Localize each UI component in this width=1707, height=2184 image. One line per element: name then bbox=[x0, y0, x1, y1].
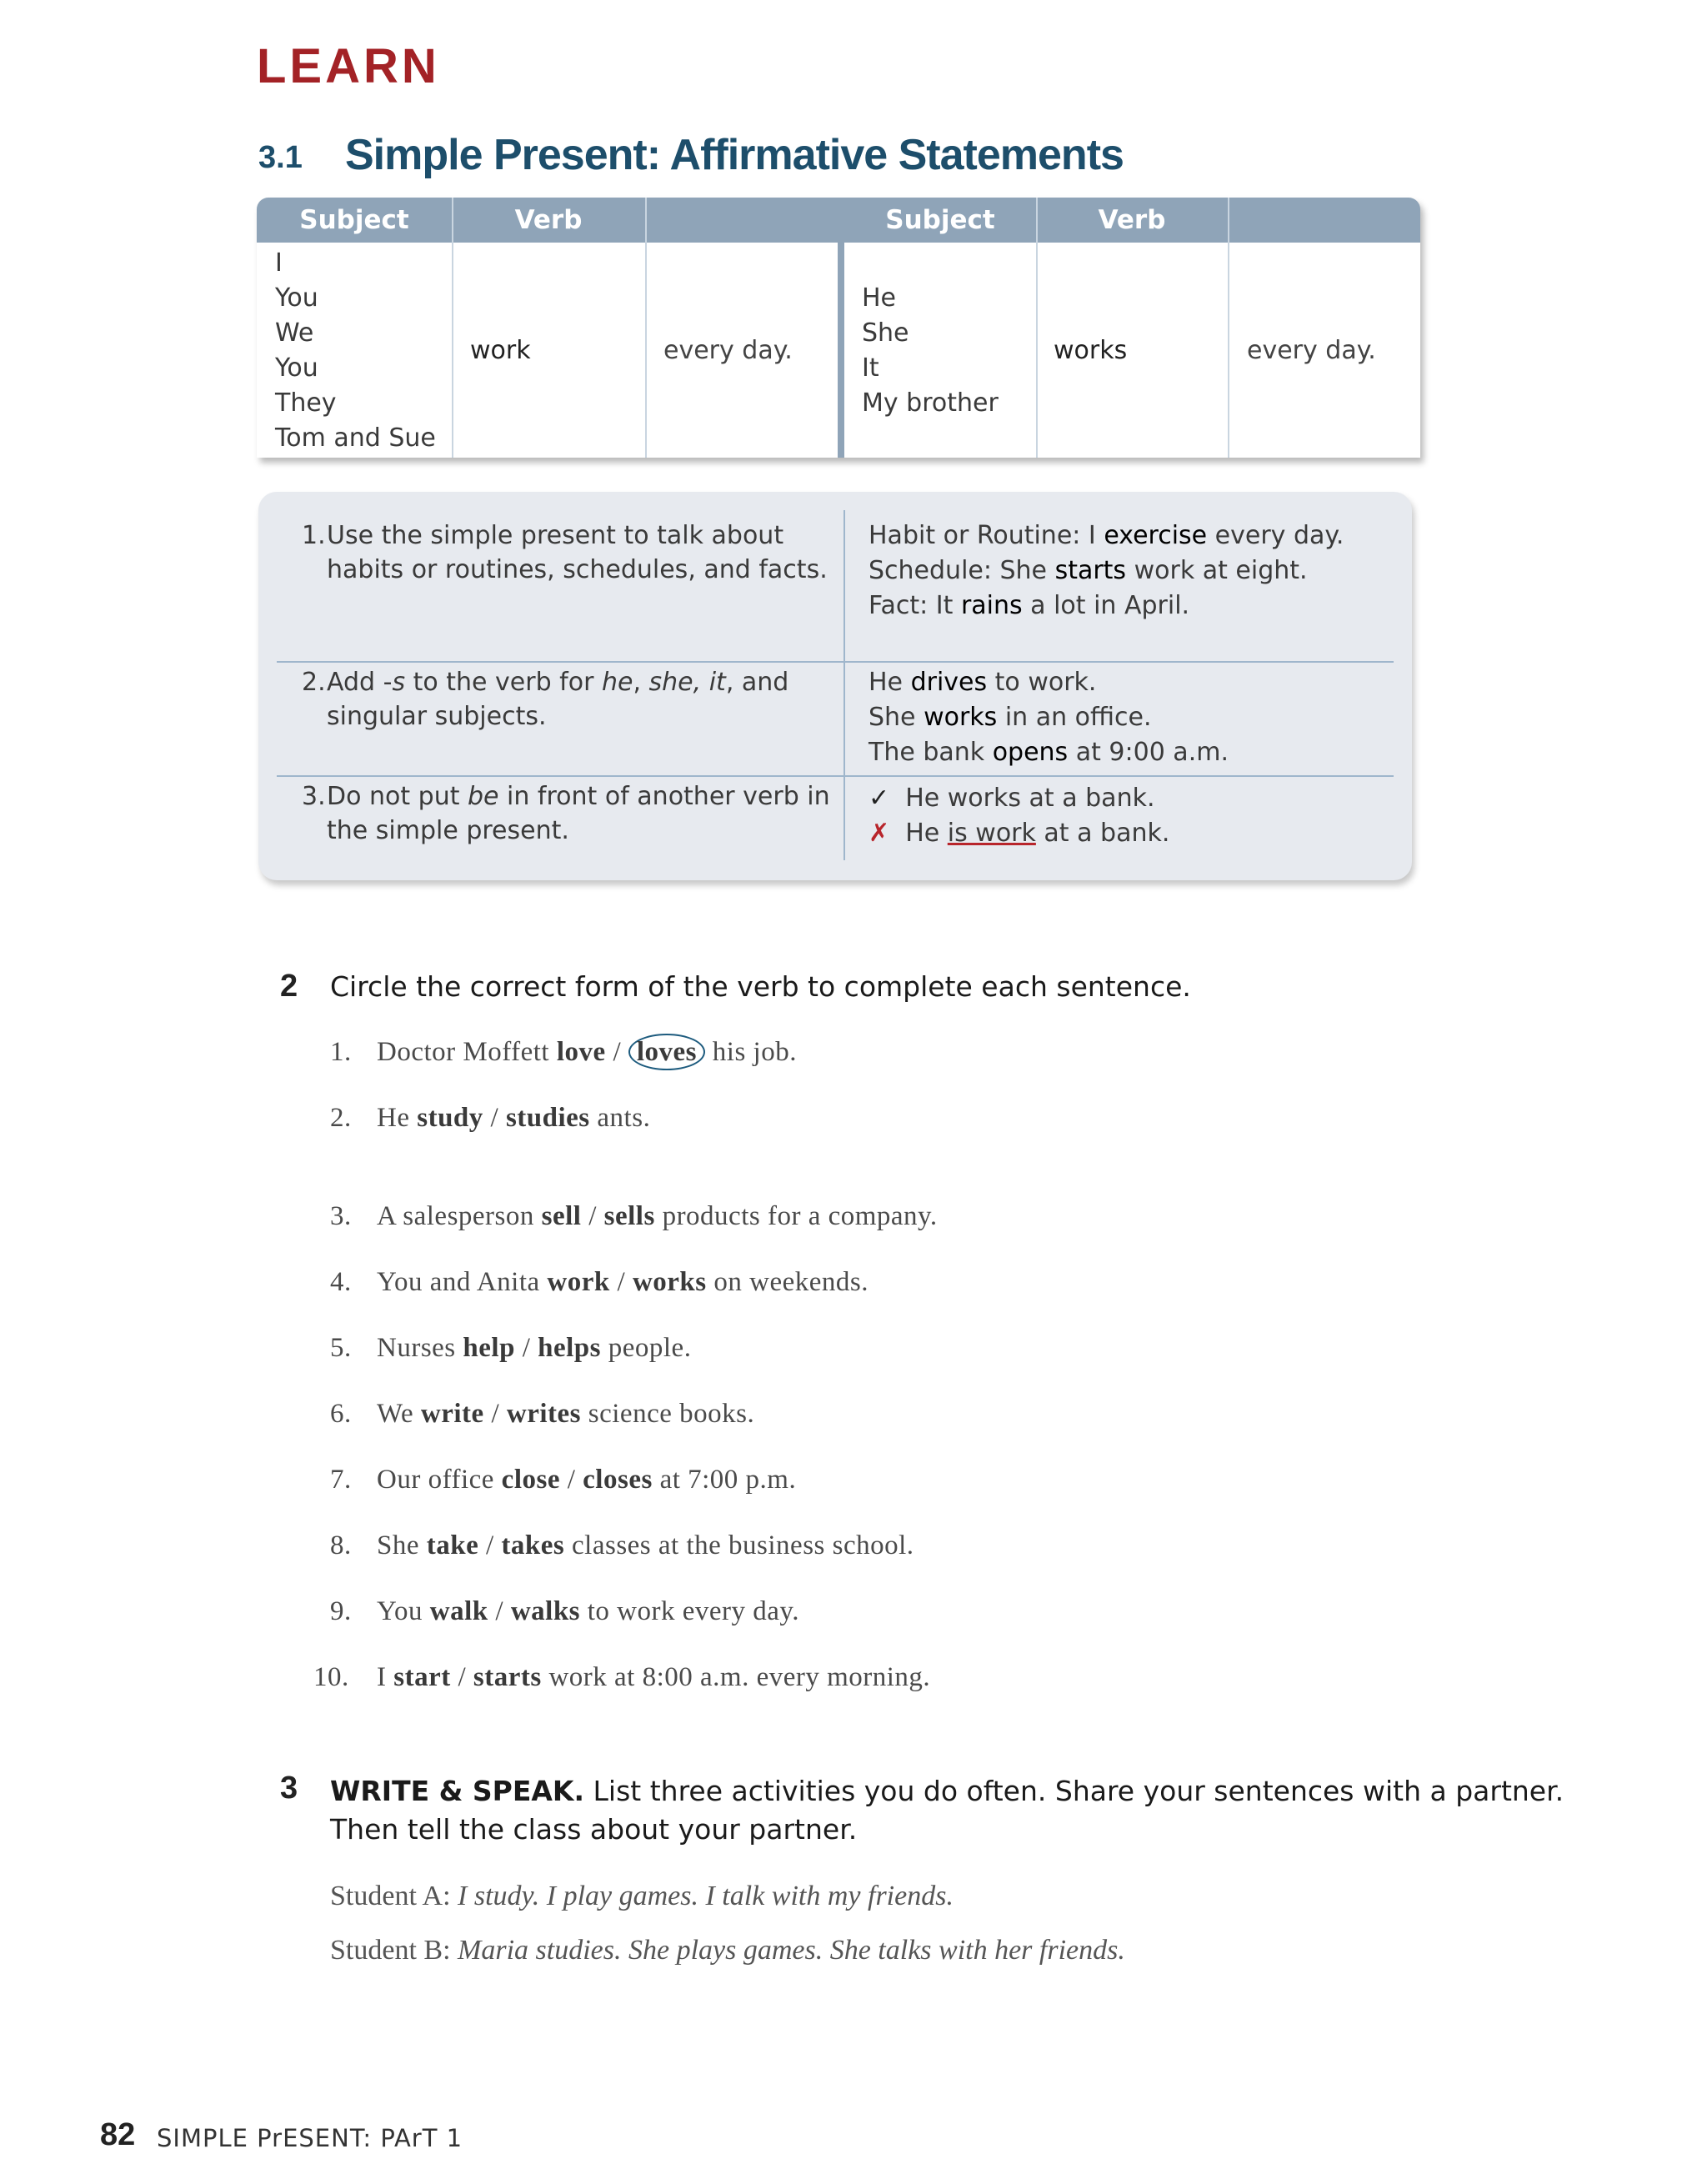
page-number: 82 bbox=[100, 2117, 136, 2152]
choice-option[interactable]: sells bbox=[603, 1201, 655, 1231]
learn-heading: LEARN bbox=[257, 39, 440, 93]
exercise-item: 6. We write / writes science books. bbox=[330, 1399, 755, 1429]
cross-icon: ✗ bbox=[869, 819, 890, 848]
rule-number: 2. bbox=[302, 668, 326, 697]
chart-subject: My brother bbox=[862, 388, 999, 418]
chart-header-subject: Subject bbox=[299, 205, 409, 235]
chart-header-blank-2 bbox=[1228, 198, 1420, 243]
choice-option[interactable]: helps bbox=[538, 1333, 601, 1363]
check-icon: ✓ bbox=[869, 784, 890, 813]
choice-option[interactable]: works bbox=[632, 1267, 707, 1297]
example-line: Habit or Routine: I exercise every day. bbox=[869, 521, 1344, 550]
exercise-item: 3. A salesperson sell / sells products for a company. bbox=[330, 1201, 938, 1231]
exercise-item: 7. Our office close / closes at 7:00 p.m. bbox=[330, 1465, 797, 1495]
choice-option[interactable]: start bbox=[393, 1662, 451, 1692]
choice-option[interactable]: take bbox=[426, 1530, 479, 1560]
rule-2-examples bbox=[869, 665, 1402, 770]
rule-text: habits or routines, schedules, and facts. bbox=[327, 555, 828, 584]
chart-left-subjects bbox=[275, 246, 436, 456]
rule-3-examples bbox=[869, 781, 1402, 851]
chart-subject: You bbox=[275, 353, 318, 383]
choice-option[interactable]: write bbox=[420, 1399, 484, 1429]
exercise-item: 9. You walk / walks to work every day. bbox=[330, 1596, 800, 1626]
grammar-chart bbox=[257, 198, 1420, 458]
usage-notes-box bbox=[258, 492, 1412, 880]
chart-subject: It bbox=[862, 353, 879, 383]
choice-option-circled[interactable]: loves bbox=[628, 1034, 705, 1070]
exercise-3-direction: WRITE & SPEAK. List three activities you do often. Share your sentences with a partner. Then tell the class about your partner. bbox=[330, 1775, 1564, 1846]
chart-subject: He bbox=[862, 283, 897, 313]
example-incorrect: ✗ He is work at a bank. bbox=[869, 819, 1170, 848]
example-line: He drives to work. bbox=[869, 668, 1097, 697]
example-correct: ✓ He works at a bank. bbox=[869, 784, 1155, 813]
chart-subject: We bbox=[275, 318, 314, 348]
notes-row-divider bbox=[277, 775, 1394, 777]
chart-subject: She bbox=[862, 318, 909, 348]
chart-right-subjects bbox=[862, 281, 999, 421]
choice-option[interactable]: sell bbox=[541, 1201, 582, 1231]
example-line: Schedule: She starts work at eight. bbox=[869, 556, 1308, 585]
choice-option[interactable]: walks bbox=[510, 1596, 581, 1626]
chart-divider bbox=[645, 198, 647, 458]
exercise-item: 4. You and Anita work / works on weekends. bbox=[330, 1267, 869, 1297]
notes-row-divider bbox=[277, 661, 1394, 663]
chart-subject: You bbox=[275, 283, 318, 313]
exercise-item: 2. He study / studies ants. bbox=[330, 1103, 651, 1133]
chart-center-divider bbox=[838, 198, 844, 458]
chart-divider bbox=[1036, 198, 1038, 458]
choice-option[interactable]: close bbox=[501, 1465, 560, 1495]
choice-option[interactable]: study bbox=[417, 1103, 483, 1133]
example-line: She works in an office. bbox=[869, 703, 1152, 732]
choice-option[interactable]: work bbox=[547, 1267, 610, 1297]
chart-subject: They bbox=[275, 388, 337, 418]
chart-header-subject-2: Subject bbox=[885, 205, 995, 235]
student-b-example: Student B: Maria studies. She plays games. She talks with her friends. bbox=[330, 1935, 1125, 1966]
running-footer: SIMPLE PrESENT: PArT 1 bbox=[157, 2124, 463, 2152]
rule-1 bbox=[302, 518, 835, 587]
section-number: 3.1 bbox=[258, 140, 303, 175]
chart-header-verb: Verb bbox=[514, 205, 583, 235]
rule-1-examples bbox=[869, 518, 1402, 624]
rule-text: singular subjects. bbox=[327, 702, 547, 731]
notes-divider bbox=[843, 510, 845, 860]
exercise-item: 8. She take / takes classes at the business school. bbox=[330, 1530, 914, 1560]
chart-divider bbox=[452, 198, 453, 458]
choice-option[interactable]: starts bbox=[473, 1662, 542, 1692]
exercise-2-number: 2 bbox=[280, 969, 298, 1004]
choice-option[interactable]: help bbox=[463, 1333, 515, 1363]
exercise-3-number: 3 bbox=[280, 1771, 298, 1806]
rule-2: 2.Add -s to the verb for he, she, it, and singular subjects. bbox=[302, 665, 835, 734]
chart-right-verb: works bbox=[1054, 336, 1128, 365]
rule-number: 1. bbox=[302, 521, 326, 550]
chart-divider bbox=[1228, 198, 1229, 458]
chart-subject: I bbox=[275, 248, 283, 278]
section-title: Simple Present: Affirmative Statements bbox=[345, 131, 1124, 179]
chart-subject: Tom and Sue bbox=[275, 423, 436, 453]
choice-option[interactable]: writes bbox=[506, 1399, 582, 1429]
exercise-3-label: WRITE & SPEAK. bbox=[330, 1775, 585, 1807]
rule-3: 3.Do not put be in front of another verb in the simple present. bbox=[302, 779, 835, 848]
choice-option[interactable]: closes bbox=[583, 1465, 653, 1495]
exercise-item: 5. Nurses help / helps people. bbox=[330, 1333, 692, 1363]
rule-text: the simple present. bbox=[327, 816, 569, 845]
chart-left-verb: work bbox=[470, 336, 531, 365]
choice-option[interactable]: studies bbox=[505, 1103, 590, 1133]
choice-option[interactable]: walk bbox=[429, 1596, 488, 1626]
choice-option[interactable]: love bbox=[556, 1037, 606, 1067]
chart-left-tail: every day. bbox=[663, 336, 793, 365]
example-line: The bank opens at 9:00 a.m. bbox=[869, 738, 1229, 767]
exercise-item: 1. Doctor Moffett love / loves his job. bbox=[330, 1037, 797, 1068]
chart-header-blank bbox=[645, 198, 838, 243]
rule-number: 3. bbox=[302, 782, 326, 811]
chart-right-tail: every day. bbox=[1247, 336, 1376, 365]
choice-option[interactable]: takes bbox=[501, 1530, 565, 1560]
exercise-2-direction: Circle the correct form of the verb to complete each sentence. bbox=[330, 970, 1191, 1003]
rule-text: Use the simple present to talk about bbox=[327, 521, 784, 550]
example-line: Fact: It rains a lot in April. bbox=[869, 591, 1190, 620]
student-a-example: Student A: I study. I play games. I talk with my friends. bbox=[330, 1881, 954, 1911]
exercise-item: 10. I start / starts work at 8:00 a.m. every morning. bbox=[313, 1662, 931, 1692]
chart-header-verb-2: Verb bbox=[1098, 205, 1166, 235]
